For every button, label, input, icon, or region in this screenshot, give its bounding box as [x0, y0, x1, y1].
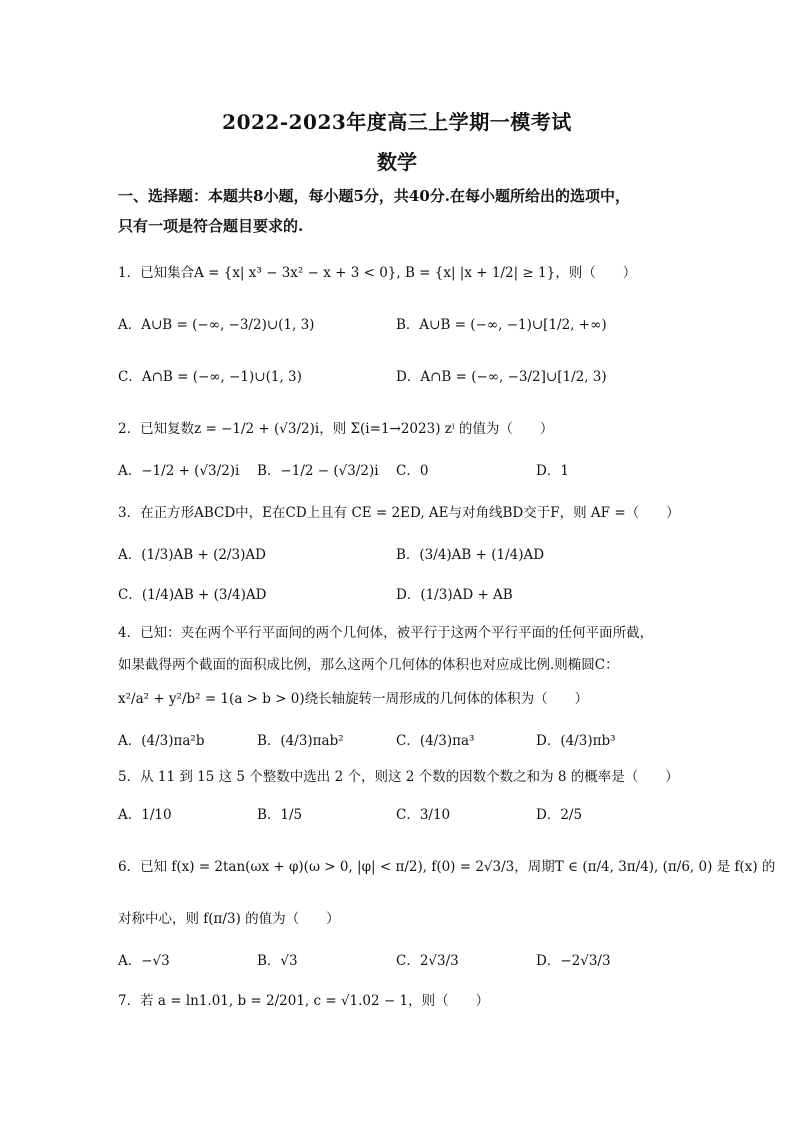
question-6-option-a: A．−√3	[118, 953, 170, 969]
question-3-stem: 3．在正方形ABCD中，E在CD上且有 CE = 2ED, AE与对角线BD交于F，则 AF =（ ）	[118, 505, 680, 521]
question-5-option-a: A．1/10	[118, 807, 172, 823]
question-1-option-d: D．A∩B = (−∞, −3/2]∪[1/2, 3)	[396, 369, 607, 385]
question-6-option-d: D．−2√3/3	[536, 953, 611, 969]
question-1-option-b: B．A∪B = (−∞, −1)∪[1/2, +∞)	[396, 317, 607, 333]
question-4-option-c: C．(4/3)πa³	[396, 733, 475, 749]
section-heading-line2: 只有一项是符合题目要求的.	[118, 217, 304, 235]
question-4-stem-line1: 4．已知：夹在两个平行平面间的两个几何体，被平行于这两个平行平面的任何平面所截，	[118, 625, 654, 641]
question-2-option-d: D．1	[536, 463, 569, 479]
question-3-option-d: D．(1/3)AD + AB	[396, 587, 513, 603]
question-4-stem-line2: 如果截得两个截面的面积成比例，那么这两个几何体的体积也对应成比例.则椭圆C：	[118, 657, 619, 673]
question-2-option-c: C．0	[396, 463, 429, 479]
question-6-stem-line1: 6．已知 f(x) = 2tan(ωx + φ)(ω > 0, |φ| < π/2), f(0) = 2√3/3，周期T ∈ (π/4, 3π/4), (π/6, 0) 是 f(x) 的	[118, 859, 776, 875]
question-5-option-b: B．1/5	[257, 807, 303, 823]
question-6-stem-line2: 对称中心，则 f(π/3) 的值为（ ）	[118, 911, 340, 927]
subject-title: 数学	[377, 150, 417, 174]
question-3-option-b: B．(3/4)AB + (1/4)AD	[396, 547, 545, 563]
question-3-option-c: C．(1/4)AB + (3/4)AD	[118, 587, 267, 603]
question-4-stem-line3: x²/a² + y²/b² = 1(a > b > 0)绕长轴旋转一周形成的几何体的体积为（ ）	[118, 691, 589, 707]
question-7-stem: 7．若 a = ln1.01, b = 2/201, c = √1.02 − 1，则（ ）	[118, 993, 490, 1009]
question-5-stem: 5．从 11 到 15 这 5 个整数中选出 2 个，则这 2 个数的因数个数之和为 8 的概率是（ ）	[118, 769, 679, 785]
section-heading-line1: 一、选择题：本题共8小题，每小题5分，共40分.在每小题所给出的选项中，	[118, 187, 630, 205]
question-4-option-b: B．(4/3)πab²	[257, 733, 344, 749]
question-2-stem: 2．已知复数z = −1/2 + (√3/2)i，则 Σ(i=1→2023) zⁱ 的值为（ ）	[118, 421, 554, 437]
question-3-option-a: A．(1/3)AB + (2/3)AD	[118, 547, 266, 563]
page-title: 2022-2023年度高三上学期一模考试	[222, 110, 572, 134]
question-2-option-a: A．−1/2 + (√3/2)i	[118, 463, 240, 479]
question-2-option-b: B．−1/2 − (√3/2)i	[257, 463, 379, 479]
question-5-option-c: C．3/10	[396, 807, 451, 823]
question-1-option-a: A．A∪B = (−∞, −3/2)∪(1, 3)	[118, 317, 315, 333]
question-1-option-c: C．A∩B = (−∞, −1)∪(1, 3)	[118, 369, 302, 385]
question-1-stem: 1．已知集合A = {x| x³ − 3x² − x + 3 < 0}, B = {x| |x + 1/2| ≥ 1}，则（ ）	[118, 265, 637, 281]
question-4-option-a: A．(4/3)πa²b	[118, 733, 205, 749]
question-6-option-c: C．2√3/3	[396, 953, 459, 969]
question-6-option-b: B．√3	[257, 953, 298, 969]
question-4-option-d: D．(4/3)πb³	[536, 733, 616, 749]
question-5-option-d: D．2/5	[536, 807, 583, 823]
